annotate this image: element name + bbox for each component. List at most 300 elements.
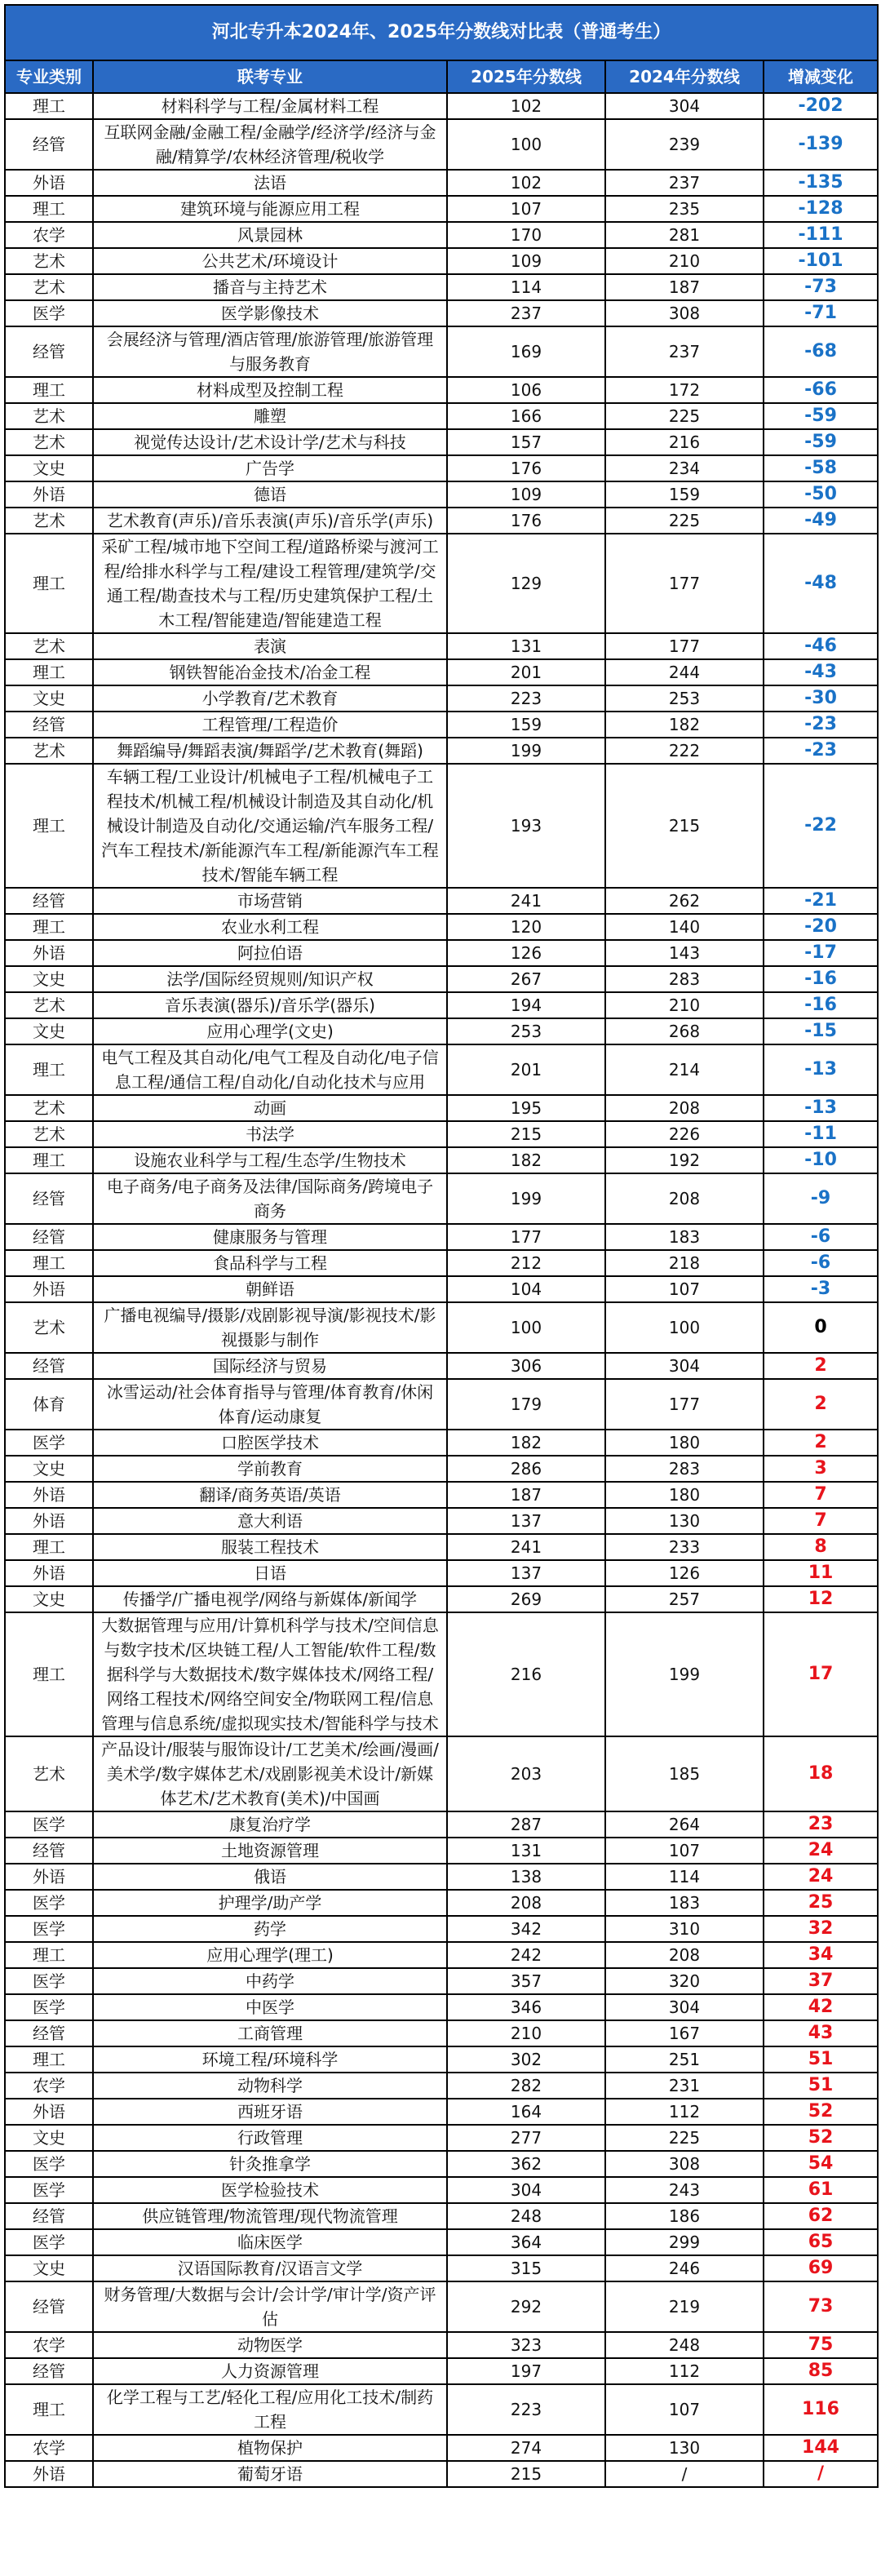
change-cell: -202 — [764, 93, 878, 119]
table-row — [5, 1147, 878, 1173]
score-2024-cell: 130 — [605, 2435, 764, 2461]
category-cell: 经管 — [5, 712, 93, 738]
table-row — [5, 1456, 878, 1482]
category-cell: 文史 — [5, 455, 93, 481]
score-2025-cell: 267 — [447, 966, 605, 992]
score-2024-cell: 159 — [605, 481, 764, 508]
table-row — [5, 1864, 878, 1890]
score-2024-cell: 248 — [605, 2332, 764, 2358]
table-row — [5, 2435, 878, 2461]
major-cell: 医学影像技术 — [93, 300, 447, 326]
major-cell: 人力资源管理 — [93, 2358, 447, 2384]
category-cell: 医学 — [5, 2229, 93, 2255]
score-2024-cell: 283 — [605, 1456, 764, 1482]
category-cell: 外语 — [5, 1482, 93, 1508]
score-2024-cell: 257 — [605, 1586, 764, 1612]
category-cell: 经管 — [5, 119, 93, 170]
major-cell: 材料科学与工程/金属材料工程 — [93, 93, 447, 119]
major-cell: 中药学 — [93, 1968, 447, 1994]
table-row — [5, 2099, 878, 2125]
score-2024-cell: 225 — [605, 2125, 764, 2151]
category-cell: 经管 — [5, 888, 93, 914]
category-cell: 外语 — [5, 1508, 93, 1534]
category-cell: 艺术 — [5, 1302, 93, 1353]
change-cell: 2 — [764, 1430, 878, 1456]
score-2025-cell: 194 — [447, 992, 605, 1018]
category-cell: 文史 — [5, 685, 93, 712]
header-score-2025: 2025年分数线 — [447, 60, 605, 93]
major-cell: 应用心理学(理工) — [93, 1942, 447, 1968]
change-cell: -23 — [764, 738, 878, 764]
table-row — [5, 1994, 878, 2020]
header-row — [5, 60, 878, 93]
table-row — [5, 274, 878, 300]
score-2024-cell: 167 — [605, 2020, 764, 2046]
score-2025-cell: 277 — [447, 2125, 605, 2151]
table-row — [5, 1586, 878, 1612]
change-cell: 144 — [764, 2435, 878, 2461]
table-row — [5, 888, 878, 914]
category-cell: 艺术 — [5, 992, 93, 1018]
score-2025-cell: 315 — [447, 2255, 605, 2281]
header-category: 专业类别 — [5, 60, 93, 93]
category-cell: 外语 — [5, 2099, 93, 2125]
change-cell: -48 — [764, 534, 878, 633]
major-cell: 国际经济与贸易 — [93, 1353, 447, 1379]
category-cell: 医学 — [5, 2177, 93, 2203]
score-2025-cell: 306 — [447, 1353, 605, 1379]
category-cell: 理工 — [5, 93, 93, 119]
score-2025-cell: 131 — [447, 633, 605, 659]
score-2024-cell: 210 — [605, 992, 764, 1018]
table-row — [5, 1173, 878, 1224]
score-2025-cell: 193 — [447, 764, 605, 888]
category-cell: 医学 — [5, 1994, 93, 2020]
category-cell: 医学 — [5, 300, 93, 326]
score-2024-cell: 210 — [605, 248, 764, 274]
change-cell: -16 — [764, 966, 878, 992]
score-2025-cell: 223 — [447, 685, 605, 712]
table-body — [5, 93, 878, 2487]
change-cell: 43 — [764, 2020, 878, 2046]
change-cell: -68 — [764, 326, 878, 377]
score-2025-cell: 199 — [447, 738, 605, 764]
change-cell: 37 — [764, 1968, 878, 1994]
score-2024-cell: 107 — [605, 1276, 764, 1302]
table-row — [5, 2046, 878, 2073]
table-row — [5, 1534, 878, 1560]
change-cell: -3 — [764, 1276, 878, 1302]
change-cell: 7 — [764, 1482, 878, 1508]
major-cell: 化学工程与工艺/轻化工程/应用化工技术/制药工程 — [93, 2384, 447, 2435]
change-cell: -17 — [764, 940, 878, 966]
table-row — [5, 508, 878, 534]
score-2024-cell: 304 — [605, 1353, 764, 1379]
major-cell: 医学检验技术 — [93, 2177, 447, 2203]
major-cell: 产品设计/服装与服饰设计/工艺美术/绘画/漫画/美术学/数字媒体艺术/戏剧影视美术设计/新媒体艺术/艺术教育(美术)/中国画 — [93, 1736, 447, 1811]
score-2025-cell: 201 — [447, 1044, 605, 1095]
major-cell: 法语 — [93, 170, 447, 196]
category-cell: 经管 — [5, 2358, 93, 2384]
major-cell: 临床医学 — [93, 2229, 447, 2255]
table-row — [5, 1612, 878, 1736]
table-row — [5, 2281, 878, 2332]
table-row — [5, 2177, 878, 2203]
major-cell: 互联网金融/金融工程/金融学/经济学/经济与金融/精算学/农林经济管理/税收学 — [93, 119, 447, 170]
score-2025-cell: 100 — [447, 119, 605, 170]
score-2025-cell: 131 — [447, 1838, 605, 1864]
category-cell: 理工 — [5, 764, 93, 888]
change-cell: 116 — [764, 2384, 878, 2435]
major-cell: 市场营销 — [93, 888, 447, 914]
change-cell: -21 — [764, 888, 878, 914]
change-cell: 34 — [764, 1942, 878, 1968]
change-cell: -66 — [764, 377, 878, 403]
header-change: 增减变化 — [764, 60, 878, 93]
score-2025-cell: 241 — [447, 888, 605, 914]
score-2025-cell: 182 — [447, 1430, 605, 1456]
category-cell: 艺术 — [5, 274, 93, 300]
major-cell: 表演 — [93, 633, 447, 659]
change-cell: -43 — [764, 659, 878, 685]
category-cell: 理工 — [5, 659, 93, 685]
major-cell: 材料成型及控制工程 — [93, 377, 447, 403]
category-cell: 文史 — [5, 1456, 93, 1482]
score-2025-cell: 362 — [447, 2151, 605, 2177]
category-cell: 农学 — [5, 2073, 93, 2099]
change-cell: -15 — [764, 1018, 878, 1044]
major-cell: 电气工程及其自动化/电气工程及自动化/电子信息工程/通信工程/自动化/自动化技术与应用 — [93, 1044, 447, 1095]
category-cell: 农学 — [5, 222, 93, 248]
change-cell: 0 — [764, 1302, 878, 1353]
table-row — [5, 1302, 878, 1353]
major-cell: 动物科学 — [93, 2073, 447, 2099]
score-2024-cell: 233 — [605, 1534, 764, 1560]
score-2025-cell: 215 — [447, 1121, 605, 1147]
table-row — [5, 633, 878, 659]
table-row — [5, 196, 878, 222]
major-cell: 德语 — [93, 481, 447, 508]
table-row — [5, 1379, 878, 1430]
score-2024-cell: 262 — [605, 888, 764, 914]
category-cell: 文史 — [5, 1586, 93, 1612]
major-cell: 中医学 — [93, 1994, 447, 2020]
table-row — [5, 914, 878, 940]
category-cell: 理工 — [5, 377, 93, 403]
major-cell: 应用心理学(文史) — [93, 1018, 447, 1044]
score-2024-cell: 251 — [605, 2046, 764, 2073]
change-cell: 24 — [764, 1838, 878, 1864]
major-cell: 学前教育 — [93, 1456, 447, 1482]
major-cell: 冰雪运动/社会体育指导与管理/体育教育/休闲体育/运动康复 — [93, 1379, 447, 1430]
score-2025-cell: 109 — [447, 248, 605, 274]
major-cell: 日语 — [93, 1560, 447, 1586]
score-2024-cell: 100 — [605, 1302, 764, 1353]
change-cell: -111 — [764, 222, 878, 248]
table-row — [5, 1430, 878, 1456]
major-cell: 翻译/商务英语/英语 — [93, 1482, 447, 1508]
table-row — [5, 764, 878, 888]
category-cell: 经管 — [5, 1224, 93, 1250]
major-cell: 建筑环境与能源应用工程 — [93, 196, 447, 222]
major-cell: 食品科学与工程 — [93, 1250, 447, 1276]
change-cell: 2 — [764, 1379, 878, 1430]
table-row — [5, 2384, 878, 2435]
change-cell: / — [764, 2461, 878, 2487]
category-cell: 理工 — [5, 196, 93, 222]
score-2024-cell: 235 — [605, 196, 764, 222]
change-cell: -139 — [764, 119, 878, 170]
category-cell: 外语 — [5, 1276, 93, 1302]
category-cell: 医学 — [5, 1430, 93, 1456]
major-cell: 植物保护 — [93, 2435, 447, 2461]
change-cell: 65 — [764, 2229, 878, 2255]
score-2025-cell: 126 — [447, 940, 605, 966]
change-cell: 24 — [764, 1864, 878, 1890]
table-row — [5, 1276, 878, 1302]
score-2024-cell: 239 — [605, 119, 764, 170]
score-2024-cell: 140 — [605, 914, 764, 940]
score-2025-cell: 137 — [447, 1560, 605, 1586]
major-cell: 法学/国际经贸规则/知识产权 — [93, 966, 447, 992]
category-cell: 理工 — [5, 1612, 93, 1736]
score-2025-cell: 223 — [447, 2384, 605, 2435]
change-cell: 23 — [764, 1811, 878, 1838]
score-2024-cell: 208 — [605, 1173, 764, 1224]
category-cell: 文史 — [5, 2255, 93, 2281]
table-row — [5, 2203, 878, 2229]
score-2025-cell: 364 — [447, 2229, 605, 2255]
major-cell: 服装工程技术 — [93, 1534, 447, 1560]
change-cell: 7 — [764, 1508, 878, 1534]
score-2024-cell: 222 — [605, 738, 764, 764]
change-cell: -13 — [764, 1044, 878, 1095]
score-2024-cell: 226 — [605, 1121, 764, 1147]
category-cell: 经管 — [5, 1173, 93, 1224]
major-cell: 西班牙语 — [93, 2099, 447, 2125]
score-2024-cell: 114 — [605, 1864, 764, 1890]
score-2024-cell: 281 — [605, 222, 764, 248]
score-2024-cell: 225 — [605, 508, 764, 534]
change-cell: 17 — [764, 1612, 878, 1736]
category-cell: 理工 — [5, 914, 93, 940]
score-2024-cell: 185 — [605, 1736, 764, 1811]
category-cell: 体育 — [5, 1379, 93, 1430]
score-2025-cell: 237 — [447, 300, 605, 326]
table-row — [5, 2255, 878, 2281]
table-title: 河北专升本2024年、2025年分数线对比表（普通考生） — [5, 5, 878, 60]
change-cell: -16 — [764, 992, 878, 1018]
change-cell: 61 — [764, 2177, 878, 2203]
table-row — [5, 1121, 878, 1147]
change-cell: -6 — [764, 1250, 878, 1276]
score-2025-cell: 104 — [447, 1276, 605, 1302]
score-2024-cell: 177 — [605, 1379, 764, 1430]
major-cell: 俄语 — [93, 1864, 447, 1890]
category-cell: 外语 — [5, 170, 93, 196]
category-cell: 理工 — [5, 1147, 93, 1173]
score-2025-cell: 302 — [447, 2046, 605, 2073]
score-2024-cell: 237 — [605, 170, 764, 196]
change-cell: 12 — [764, 1586, 878, 1612]
table-row — [5, 455, 878, 481]
change-cell: 11 — [764, 1560, 878, 1586]
score-2024-cell: 234 — [605, 455, 764, 481]
score-2024-cell: 264 — [605, 1811, 764, 1838]
change-cell: 8 — [764, 1534, 878, 1560]
change-cell: 25 — [764, 1890, 878, 1916]
score-2024-cell: 237 — [605, 326, 764, 377]
score-2025-cell: 212 — [447, 1250, 605, 1276]
score-2024-cell: 183 — [605, 1890, 764, 1916]
table-row — [5, 1353, 878, 1379]
table-row — [5, 403, 878, 429]
major-cell: 汉语国际教育/汉语言文学 — [93, 2255, 447, 2281]
category-cell: 理工 — [5, 2384, 93, 2435]
change-cell: -135 — [764, 170, 878, 196]
change-cell: -59 — [764, 429, 878, 455]
change-cell: -71 — [764, 300, 878, 326]
score-2024-cell: 183 — [605, 1224, 764, 1250]
table-row — [5, 685, 878, 712]
major-cell: 公共艺术/环境设计 — [93, 248, 447, 274]
category-cell: 农学 — [5, 2435, 93, 2461]
major-cell: 采矿工程/城市地下空间工程/道路桥梁与渡河工程/给排水科学与工程/建设工程管理/建筑学/交通工程/勘查技术与工程/历史建筑保护工程/土木工程/智能建造/智能建造工程 — [93, 534, 447, 633]
score-2024-cell: 208 — [605, 1942, 764, 1968]
score-2024-cell: 283 — [605, 966, 764, 992]
major-cell: 农业水利工程 — [93, 914, 447, 940]
score-2024-cell: 208 — [605, 1095, 764, 1121]
score-2025-cell: 179 — [447, 1379, 605, 1430]
change-cell: -50 — [764, 481, 878, 508]
score-2024-cell: 308 — [605, 300, 764, 326]
table-row — [5, 1224, 878, 1250]
score-2024-cell: 180 — [605, 1430, 764, 1456]
score-2025-cell: 282 — [447, 2073, 605, 2099]
category-cell: 艺术 — [5, 738, 93, 764]
change-cell: -6 — [764, 1224, 878, 1250]
score-2025-cell: 102 — [447, 93, 605, 119]
score-2025-cell: 269 — [447, 1586, 605, 1612]
score-2024-cell: 231 — [605, 2073, 764, 2099]
score-table-sheet — [4, 4, 877, 2488]
change-cell: -59 — [764, 403, 878, 429]
change-cell: -20 — [764, 914, 878, 940]
table-row — [5, 2151, 878, 2177]
change-cell: 52 — [764, 2125, 878, 2151]
score-2025-cell: 120 — [447, 914, 605, 940]
score-2024-cell: 215 — [605, 764, 764, 888]
table-row — [5, 2332, 878, 2358]
major-cell: 音乐表演(器乐)/音乐学(器乐) — [93, 992, 447, 1018]
score-2024-cell: 180 — [605, 1482, 764, 1508]
score-2024-cell: 308 — [605, 2151, 764, 2177]
change-cell: 3 — [764, 1456, 878, 1482]
major-cell: 视觉传达设计/艺术设计学/艺术与科技 — [93, 429, 447, 455]
category-cell: 医学 — [5, 1968, 93, 1994]
category-cell: 农学 — [5, 2332, 93, 2358]
score-2025-cell: 346 — [447, 1994, 605, 2020]
score-2025-cell: 197 — [447, 2358, 605, 2384]
score-2024-cell: 172 — [605, 377, 764, 403]
score-2025-cell: 342 — [447, 1916, 605, 1942]
score-2025-cell: 102 — [447, 170, 605, 196]
category-cell: 经管 — [5, 2203, 93, 2229]
major-cell: 针灸推拿学 — [93, 2151, 447, 2177]
major-cell: 雕塑 — [93, 403, 447, 429]
category-cell: 医学 — [5, 1916, 93, 1942]
major-cell: 行政管理 — [93, 2125, 447, 2151]
table-row — [5, 1968, 878, 1994]
score-2025-cell: 129 — [447, 534, 605, 633]
category-cell: 艺术 — [5, 1121, 93, 1147]
change-cell: 75 — [764, 2332, 878, 2358]
change-cell: -23 — [764, 712, 878, 738]
score-2024-cell: 243 — [605, 2177, 764, 2203]
major-cell: 书法学 — [93, 1121, 447, 1147]
category-cell: 艺术 — [5, 633, 93, 659]
change-cell: 18 — [764, 1736, 878, 1811]
score-2024-cell: 244 — [605, 659, 764, 685]
score-2024-cell: 304 — [605, 93, 764, 119]
score-2024-cell: 310 — [605, 1916, 764, 1942]
category-cell: 文史 — [5, 1018, 93, 1044]
category-cell: 艺术 — [5, 1095, 93, 1121]
category-cell: 艺术 — [5, 1736, 93, 1811]
score-2025-cell: 114 — [447, 274, 605, 300]
category-cell: 经管 — [5, 2281, 93, 2332]
score-2024-cell: 219 — [605, 2281, 764, 2332]
major-cell: 环境工程/环境科学 — [93, 2046, 447, 2073]
table-row — [5, 1736, 878, 1811]
score-2024-cell: / — [605, 2461, 764, 2487]
major-cell: 车辆工程/工业设计/机械电子工程/机械电子工程技术/机械工程/机械设计制造及其自动化/机械设计制造及自动化/交通运输/汽车服务工程/汽车工程技术/新能源汽车工程/新能源汽车工程技术/智能车辆工程 — [93, 764, 447, 888]
score-2024-cell: 177 — [605, 534, 764, 633]
change-cell: -49 — [764, 508, 878, 534]
category-cell: 经管 — [5, 1838, 93, 1864]
table-row — [5, 429, 878, 455]
major-cell: 艺术教育(声乐)/音乐表演(声乐)/音乐学(声乐) — [93, 508, 447, 534]
table-row — [5, 712, 878, 738]
score-2024-cell: 182 — [605, 712, 764, 738]
table-row — [5, 119, 878, 170]
score-2025-cell: 242 — [447, 1942, 605, 1968]
score-2024-cell: 320 — [605, 1968, 764, 1994]
table-row — [5, 2461, 878, 2487]
score-2025-cell: 241 — [447, 1534, 605, 1560]
table-row — [5, 1044, 878, 1095]
table-row — [5, 93, 878, 119]
table-row — [5, 1838, 878, 1864]
table-row — [5, 377, 878, 403]
change-cell: -58 — [764, 455, 878, 481]
table-row — [5, 1018, 878, 1044]
score-2025-cell: 176 — [447, 455, 605, 481]
score-2025-cell: 210 — [447, 2020, 605, 2046]
score-2025-cell: 274 — [447, 2435, 605, 2461]
category-cell: 经管 — [5, 326, 93, 377]
score-2025-cell: 176 — [447, 508, 605, 534]
table-row — [5, 1250, 878, 1276]
table-row — [5, 300, 878, 326]
table-row — [5, 2358, 878, 2384]
table-row — [5, 170, 878, 196]
category-cell: 外语 — [5, 2461, 93, 2487]
score-2025-cell: 199 — [447, 1173, 605, 1224]
score-2024-cell: 246 — [605, 2255, 764, 2281]
table-row — [5, 1890, 878, 1916]
score-2025-cell: 253 — [447, 1018, 605, 1044]
